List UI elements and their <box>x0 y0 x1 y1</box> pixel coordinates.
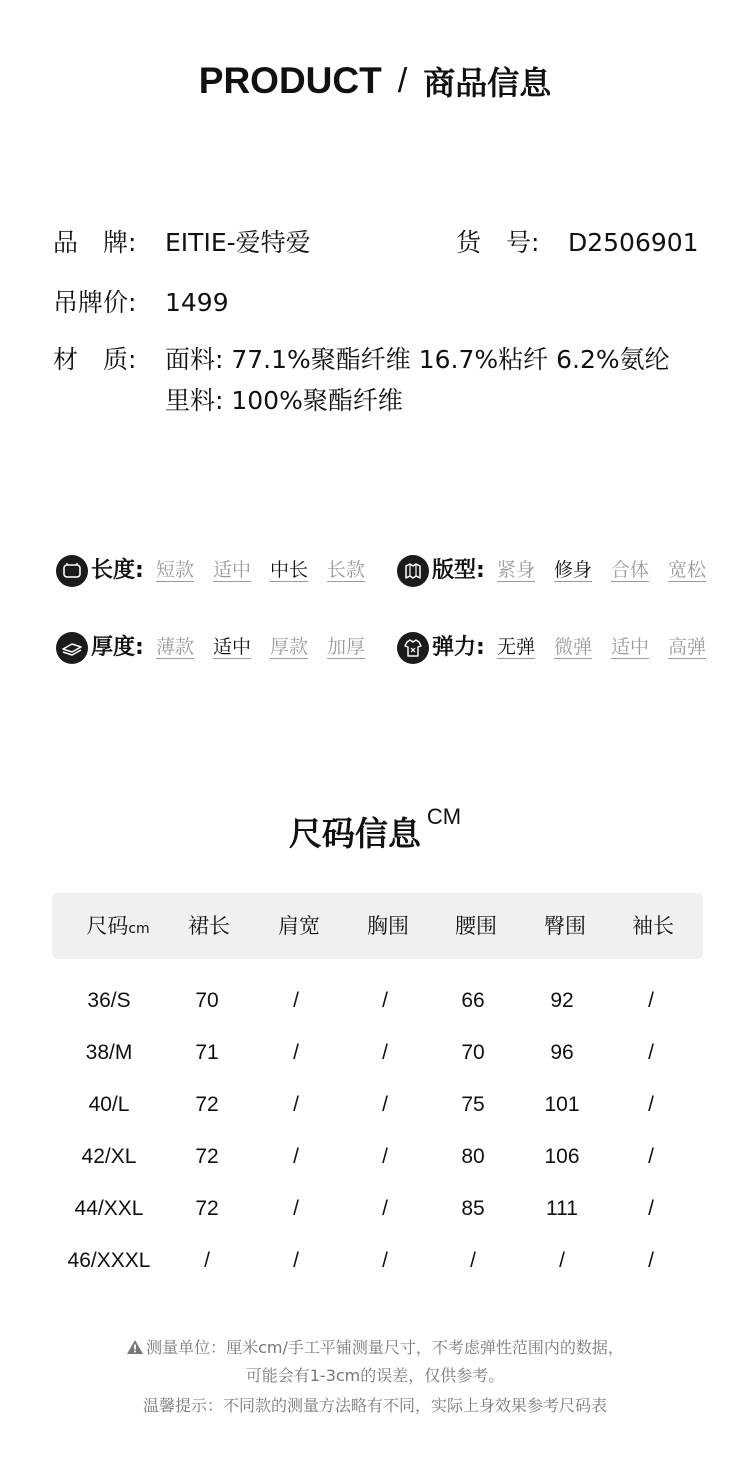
elasticity-options <box>497 635 706 659</box>
option-midi: 中长 <box>270 559 309 581</box>
warning-icon <box>126 1339 144 1361</box>
option-long: 长款 <box>327 559 366 581</box>
option-no-stretch: 无弹 <box>497 636 536 658</box>
column-header-unit: cm <box>128 921 150 937</box>
table-cell: / <box>382 989 388 1012</box>
table-cell: / <box>382 1145 388 1168</box>
table-cell: / <box>648 1093 654 1116</box>
table-cell: 70 <box>461 1041 485 1064</box>
price-value: 1499 <box>165 288 229 317</box>
table-cell: 66 <box>461 989 485 1012</box>
table-cell: 36/S <box>87 989 131 1012</box>
attribute-name: 版型: <box>432 558 485 583</box>
option-thin: 薄款 <box>156 636 195 658</box>
option-slim: 修身 <box>554 559 593 581</box>
table-cell: / <box>293 1249 299 1272</box>
table-cell: 75 <box>461 1093 485 1116</box>
brand-value: EITIE-爱特爱 <box>165 228 311 257</box>
table-cell: / <box>293 1197 299 1220</box>
column-header-bust: 胸围 <box>367 914 409 938</box>
option-slight-stretch: 微弹 <box>554 636 593 658</box>
title-separator: / <box>397 61 408 100</box>
brand-label: 品 牌: <box>53 228 137 257</box>
table-cell: 44/XXL <box>74 1197 144 1220</box>
attribute-name: 弹力: <box>432 635 485 660</box>
table-cell: 111 <box>546 1197 578 1220</box>
material-lining-row <box>165 386 403 416</box>
material-outer: 面料: 77.1%聚酯纤维 16.7%粘纤 6.2%氨纶 <box>165 345 670 374</box>
size-section-title <box>0 804 750 855</box>
table-cell: 38/M <box>85 1041 133 1064</box>
tip-note: 温馨提示：不同款的测量方法略有不同，实际上身效果参考尺码表 <box>142 1396 607 1415</box>
option-medium-stretch: 适中 <box>611 636 650 658</box>
item-number-row <box>456 228 699 258</box>
measurement-note <box>0 1337 750 1361</box>
table-cell: 72 <box>195 1197 219 1220</box>
table-cell: 72 <box>195 1145 219 1168</box>
table-cell: 72 <box>195 1093 219 1116</box>
table-cell: 70 <box>195 989 219 1012</box>
table-cell: / <box>382 1093 388 1116</box>
attribute-name: 长度: <box>91 558 144 583</box>
fit-shape-icon <box>397 555 429 587</box>
option-high-stretch: 高弹 <box>668 636 707 658</box>
table-cell: / <box>382 1041 388 1064</box>
table-cell: / <box>382 1197 388 1220</box>
option-extra-thick: 加厚 <box>327 636 366 658</box>
option-tight: 紧身 <box>497 559 536 581</box>
table-cell: 46/XXXL <box>67 1249 151 1272</box>
title-english: PRODUCT <box>198 60 382 101</box>
table-cell: / <box>648 1197 654 1220</box>
title-chinese: 商品信息 <box>423 64 552 102</box>
table-cell: 40/L <box>88 1093 130 1116</box>
table-cell: 101 <box>544 1093 580 1116</box>
table-cell: / <box>648 1041 654 1064</box>
column-header-shoulder: 肩宽 <box>278 914 320 938</box>
table-cell: 85 <box>461 1197 485 1220</box>
table-cell: / <box>293 989 299 1012</box>
item-number-value: D2506901 <box>568 228 699 257</box>
table-cell: / <box>293 1041 299 1064</box>
table-cell: / <box>382 1249 388 1272</box>
option-regular: 合体 <box>611 559 650 581</box>
size-title-unit: CM <box>426 804 462 829</box>
table-cell: 71 <box>195 1041 219 1064</box>
option-thick: 厚款 <box>270 636 309 658</box>
fit-options <box>497 558 706 582</box>
brand-row <box>53 228 311 258</box>
material-row <box>53 345 670 375</box>
table-cell: 80 <box>461 1145 485 1168</box>
material-lining: 里料: 100%聚酯纤维 <box>165 386 403 415</box>
table-cell: / <box>204 1249 210 1272</box>
price-row <box>53 288 229 318</box>
table-cell: 96 <box>550 1041 574 1064</box>
option-moderate: 适中 <box>213 636 252 658</box>
dress-length-icon <box>56 555 88 587</box>
attribute-name: 厚度: <box>91 635 144 660</box>
size-table-header <box>52 893 703 959</box>
column-header-sleeve: 袖长 <box>632 914 674 938</box>
column-header-length: 裙长 <box>188 914 230 938</box>
measurement-note-text: 测量单位：厘米cm/手工平铺测量尺寸，不考虑弹性范围内的数据， <box>146 1338 624 1357</box>
error-note: 可能会有1-3cm的误差，仅供参考。 <box>245 1366 505 1385</box>
item-number-label: 货 号: <box>456 228 540 257</box>
thickness-options <box>156 635 365 659</box>
table-cell: 42/XL <box>81 1145 137 1168</box>
option-medium: 适中 <box>213 559 252 581</box>
column-header-waist: 腰围 <box>455 914 497 938</box>
column-header-size <box>68 913 168 942</box>
table-cell: / <box>470 1249 476 1272</box>
column-header-hip: 臀围 <box>544 914 586 938</box>
table-cell: / <box>648 1249 654 1272</box>
table-cell: / <box>293 1093 299 1116</box>
size-title-text: 尺码信息 <box>288 814 421 853</box>
table-cell: / <box>559 1249 565 1272</box>
page-title <box>0 58 750 104</box>
table-cell: / <box>648 989 654 1012</box>
table-cell: 106 <box>544 1145 580 1168</box>
option-short: 短款 <box>156 559 195 581</box>
option-loose: 宽松 <box>668 559 707 581</box>
price-label: 吊牌价: <box>53 288 137 317</box>
table-cell: 92 <box>550 989 574 1012</box>
material-label: 材 质: <box>53 345 137 374</box>
thickness-icon <box>56 632 88 664</box>
column-header-size-text: 尺码 <box>86 914 129 938</box>
table-cell: / <box>648 1145 654 1168</box>
table-cell: / <box>293 1145 299 1168</box>
elasticity-icon <box>397 632 429 664</box>
length-options <box>156 558 365 582</box>
